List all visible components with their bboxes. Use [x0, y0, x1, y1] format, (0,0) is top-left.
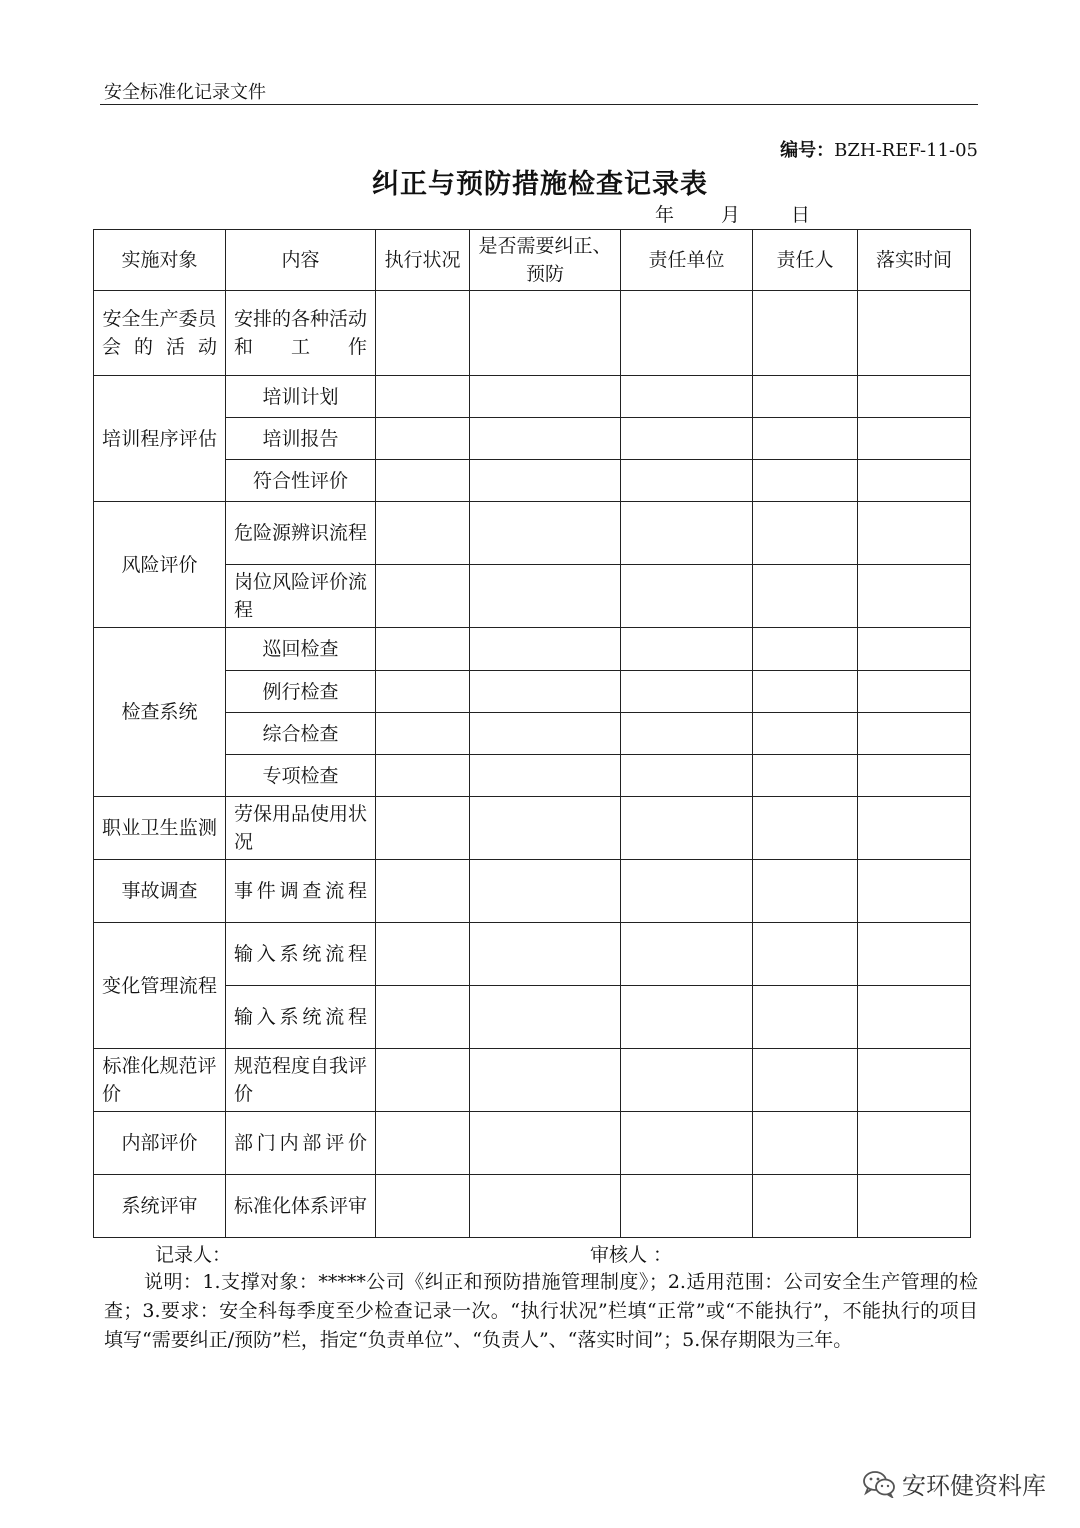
- table-row: [94, 986, 971, 1049]
- document-number: [780, 136, 978, 162]
- unit-cell[interactable]: [621, 713, 753, 755]
- unit-cell[interactable]: [621, 628, 753, 671]
- status-cell[interactable]: [376, 502, 470, 565]
- time-cell[interactable]: [858, 1049, 971, 1112]
- person-cell[interactable]: [753, 860, 858, 923]
- status-cell[interactable]: [376, 565, 470, 628]
- person-cell[interactable]: [753, 418, 858, 460]
- time-cell[interactable]: [858, 1175, 971, 1238]
- unit-cell[interactable]: [621, 460, 753, 502]
- unit-cell[interactable]: [621, 1175, 753, 1238]
- unit-cell[interactable]: [621, 755, 753, 797]
- status-cell[interactable]: [376, 1112, 470, 1175]
- content-cell: 安排的各种活动和工作: [226, 291, 376, 376]
- unit-cell[interactable]: [621, 986, 753, 1049]
- table-row: [94, 1049, 971, 1112]
- time-cell[interactable]: [858, 565, 971, 628]
- correction-cell[interactable]: [470, 713, 621, 755]
- content-cell: 培训计划: [226, 376, 376, 418]
- time-cell[interactable]: [858, 418, 971, 460]
- unit-cell[interactable]: [621, 376, 753, 418]
- status-cell[interactable]: [376, 713, 470, 755]
- correction-cell[interactable]: [470, 291, 621, 376]
- header-unit: 责任单位: [621, 230, 753, 291]
- table-header-row: [94, 230, 971, 291]
- time-cell[interactable]: [858, 671, 971, 713]
- content-cell: 危险源辨识流程: [226, 502, 376, 565]
- unit-cell[interactable]: [621, 565, 753, 628]
- time-cell[interactable]: [858, 460, 971, 502]
- document-number-label: 编号：: [780, 140, 835, 161]
- content-cell: 输入系统流程: [226, 986, 376, 1049]
- table-row: [94, 671, 971, 713]
- correction-cell[interactable]: [470, 565, 621, 628]
- form-title: 纠正与预防措施检查记录表: [372, 169, 708, 200]
- table-row: [94, 923, 971, 986]
- header-divider: [100, 104, 978, 105]
- person-cell[interactable]: [753, 797, 858, 860]
- person-cell[interactable]: [753, 755, 858, 797]
- content-cell: 专项检查: [226, 755, 376, 797]
- content-cell: 综合检查: [226, 713, 376, 755]
- content-cell: 规范程度自我评价: [226, 1049, 376, 1112]
- date-line: [655, 200, 810, 227]
- unit-cell[interactable]: [621, 860, 753, 923]
- person-cell[interactable]: [753, 1049, 858, 1112]
- status-cell[interactable]: [376, 923, 470, 986]
- date-month: 月: [721, 204, 741, 226]
- status-cell[interactable]: [376, 986, 470, 1049]
- time-cell[interactable]: [858, 755, 971, 797]
- content-cell: 劳保用品使用状况: [226, 797, 376, 860]
- correction-cell[interactable]: [470, 755, 621, 797]
- correction-cell[interactable]: [470, 460, 621, 502]
- unit-cell[interactable]: [621, 418, 753, 460]
- table-row: [94, 797, 971, 860]
- content-cell: 事件调查流程: [226, 860, 376, 923]
- time-cell[interactable]: [858, 628, 971, 671]
- content-cell: 部门内部评价: [226, 1112, 376, 1175]
- table-row: [94, 565, 971, 628]
- correction-cell[interactable]: [470, 1175, 621, 1238]
- header-correction: 是否需要纠正、预防: [470, 230, 621, 291]
- correction-cell[interactable]: [470, 923, 621, 986]
- table-row: [94, 860, 971, 923]
- time-cell[interactable]: [858, 1112, 971, 1175]
- person-cell[interactable]: [753, 923, 858, 986]
- unit-cell[interactable]: [621, 671, 753, 713]
- content-cell: 培训报告: [226, 418, 376, 460]
- status-cell[interactable]: [376, 1175, 470, 1238]
- correction-cell[interactable]: [470, 1112, 621, 1175]
- object-cell: 风险评价: [94, 502, 226, 628]
- status-cell[interactable]: [376, 460, 470, 502]
- content-cell: 例行检查: [226, 671, 376, 713]
- person-cell[interactable]: [753, 1112, 858, 1175]
- correction-cell[interactable]: [470, 797, 621, 860]
- person-cell[interactable]: [753, 671, 858, 713]
- inspection-table: [93, 229, 971, 1238]
- correction-cell[interactable]: [470, 418, 621, 460]
- person-cell[interactable]: [753, 291, 858, 376]
- table-row: [94, 502, 971, 565]
- wechat-icon: [862, 1470, 896, 1498]
- correction-cell[interactable]: [470, 986, 621, 1049]
- header-object: 实施对象: [94, 230, 226, 291]
- time-cell[interactable]: [858, 923, 971, 986]
- time-cell[interactable]: [858, 502, 971, 565]
- unit-cell[interactable]: [621, 1112, 753, 1175]
- status-cell[interactable]: [376, 376, 470, 418]
- table-row: [94, 1175, 971, 1238]
- watermark: [862, 1466, 1046, 1501]
- correction-cell[interactable]: [470, 671, 621, 713]
- time-cell[interactable]: [858, 291, 971, 376]
- object-cell: 标准化规范评价: [94, 1049, 226, 1112]
- status-cell[interactable]: [376, 671, 470, 713]
- object-cell: 职业卫生监测: [94, 797, 226, 860]
- content-cell: 岗位风险评价流程: [226, 565, 376, 628]
- content-cell: 输入系统流程: [226, 923, 376, 986]
- object-cell: 内部评价: [94, 1112, 226, 1175]
- instructions-note: 说明：1.支撑对象：*****公司《纠正和预防措施管理制度》；2.适用范围：公司安全生产管理的检查；3.要求：安全科每季度至少检查记录一次。“执行状况”栏填“正常”或“不能执行”，不能执行的项目填写“需要纠正/预防”栏，指定“负责单位”、“负责人”、“落实时间”；5.保存期限为三年。: [104, 1271, 978, 1351]
- unit-cell[interactable]: [621, 502, 753, 565]
- header-content: 内容: [226, 230, 376, 291]
- status-cell[interactable]: [376, 628, 470, 671]
- person-cell[interactable]: [753, 502, 858, 565]
- correction-cell[interactable]: [470, 1049, 621, 1112]
- content-cell: 标准化体系评审: [226, 1175, 376, 1238]
- reviewer-label: 审核人 ：: [590, 1244, 673, 1266]
- object-cell: 安全生产委员会的活动: [94, 291, 226, 376]
- correction-cell[interactable]: [470, 502, 621, 565]
- table-row: [94, 376, 971, 418]
- person-cell[interactable]: [753, 628, 858, 671]
- object-cell: 变化管理流程: [94, 923, 226, 1049]
- correction-cell[interactable]: [470, 860, 621, 923]
- time-cell[interactable]: [858, 376, 971, 418]
- header-time: 落实时间: [858, 230, 971, 291]
- date-year: 年: [655, 204, 675, 226]
- document-header: 安全标准化记录文件: [104, 82, 266, 103]
- time-cell[interactable]: [858, 986, 971, 1049]
- status-cell[interactable]: [376, 797, 470, 860]
- person-cell[interactable]: [753, 376, 858, 418]
- unit-cell[interactable]: [621, 923, 753, 986]
- content-cell: 符合性评价: [226, 460, 376, 502]
- header-status: 执行状况: [376, 230, 470, 291]
- time-cell[interactable]: [858, 713, 971, 755]
- object-cell: 系统评审: [94, 1175, 226, 1238]
- person-cell[interactable]: [753, 460, 858, 502]
- time-cell[interactable]: [858, 797, 971, 860]
- date-day: 日: [791, 204, 811, 226]
- status-cell[interactable]: [376, 418, 470, 460]
- status-cell[interactable]: [376, 291, 470, 376]
- person-cell[interactable]: [753, 713, 858, 755]
- object-cell: 事故调查: [94, 860, 226, 923]
- table-row: [94, 291, 971, 376]
- status-cell[interactable]: [376, 755, 470, 797]
- person-cell[interactable]: [753, 1175, 858, 1238]
- status-cell[interactable]: [376, 1049, 470, 1112]
- document-number-value: BZH-REF-11-05: [834, 140, 978, 161]
- unit-cell[interactable]: [621, 797, 753, 860]
- table-row: [94, 755, 971, 797]
- header-person: 责任人: [753, 230, 858, 291]
- person-cell[interactable]: [753, 565, 858, 628]
- table-row: [94, 713, 971, 755]
- signature-line: [0, 1240, 1080, 1266]
- table-row: [94, 418, 971, 460]
- table-row: [94, 460, 971, 502]
- table-row: [94, 1112, 971, 1175]
- object-cell: 检查系统: [94, 628, 226, 797]
- person-cell[interactable]: [753, 986, 858, 1049]
- recorder-label: 记录人：: [155, 1244, 232, 1266]
- time-cell[interactable]: [858, 860, 971, 923]
- content-cell: 巡回检查: [226, 628, 376, 671]
- watermark-text: 安环健资料库: [902, 1472, 1046, 1500]
- object-cell: 培训程序评估: [94, 376, 226, 502]
- unit-cell[interactable]: [621, 291, 753, 376]
- status-cell[interactable]: [376, 860, 470, 923]
- table-row: [94, 628, 971, 671]
- correction-cell[interactable]: [470, 628, 621, 671]
- unit-cell[interactable]: [621, 1049, 753, 1112]
- correction-cell[interactable]: [470, 376, 621, 418]
